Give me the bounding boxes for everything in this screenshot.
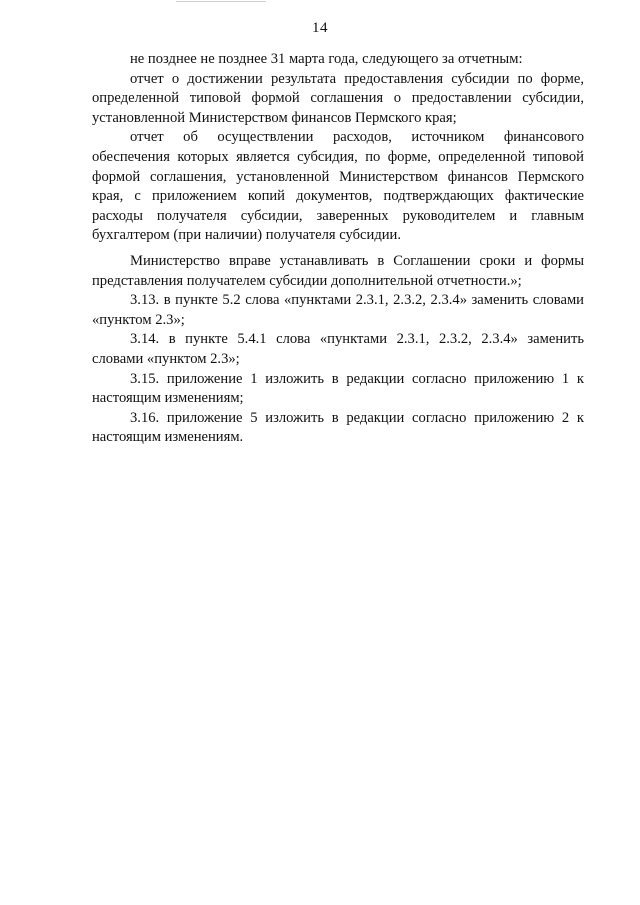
- page-number: 14: [312, 20, 328, 36]
- paragraph-item-3-14: 3.14. в пункте 5.4.1 слова «пунктами 2.3.1, 2.3.2, 2.3.4» заменить словами «пунктом 2.3»;: [92, 331, 584, 367]
- paragraph-item-3-15: 3.15. приложение 1 изложить в редакции согласно приложению 1 к настоящим изменениям;: [92, 370, 584, 407]
- document-body: [92, 50, 584, 448]
- paragraph-deadline: не позднее не позднее 31 марта года, следующего за отчетным:: [130, 51, 523, 67]
- paragraph-expense-report: отчет об осуществлении расходов, источником финансового обеспечения которых является субсидия, по форме, определенной типовой формой соглашения, установленной Министерством финансов Пермского края, с приложением копий документов, подтверждающих фактические расходы получателя субсидии, заверенных руководителем и главным бухгалтером (при наличии) получателя субсидии.: [92, 129, 584, 244]
- paragraph-result-report: отчет о достижении результата предоставления субсидии по форме, определенной типовой формой соглашения о предоставлении субсидии, установленной Министерством финансов Пермского края;: [92, 70, 584, 126]
- scan-artifact-line: [176, 1, 266, 2]
- paragraph-ministry-rights: Министерство вправе устанавливать в Соглашении сроки и формы представления получателем субсидии дополнительной отчетности.»;: [92, 252, 584, 289]
- paragraph-item-3-13: 3.13. в пункте 5.2 слова «пунктами 2.3.1, 2.3.2, 2.3.4» заменить словами «пунктом 2.3»;: [92, 292, 584, 328]
- paragraph-item-3-16: 3.16. приложение 5 изложить в редакции согласно приложению 2 к настоящим изменениям.: [92, 409, 584, 446]
